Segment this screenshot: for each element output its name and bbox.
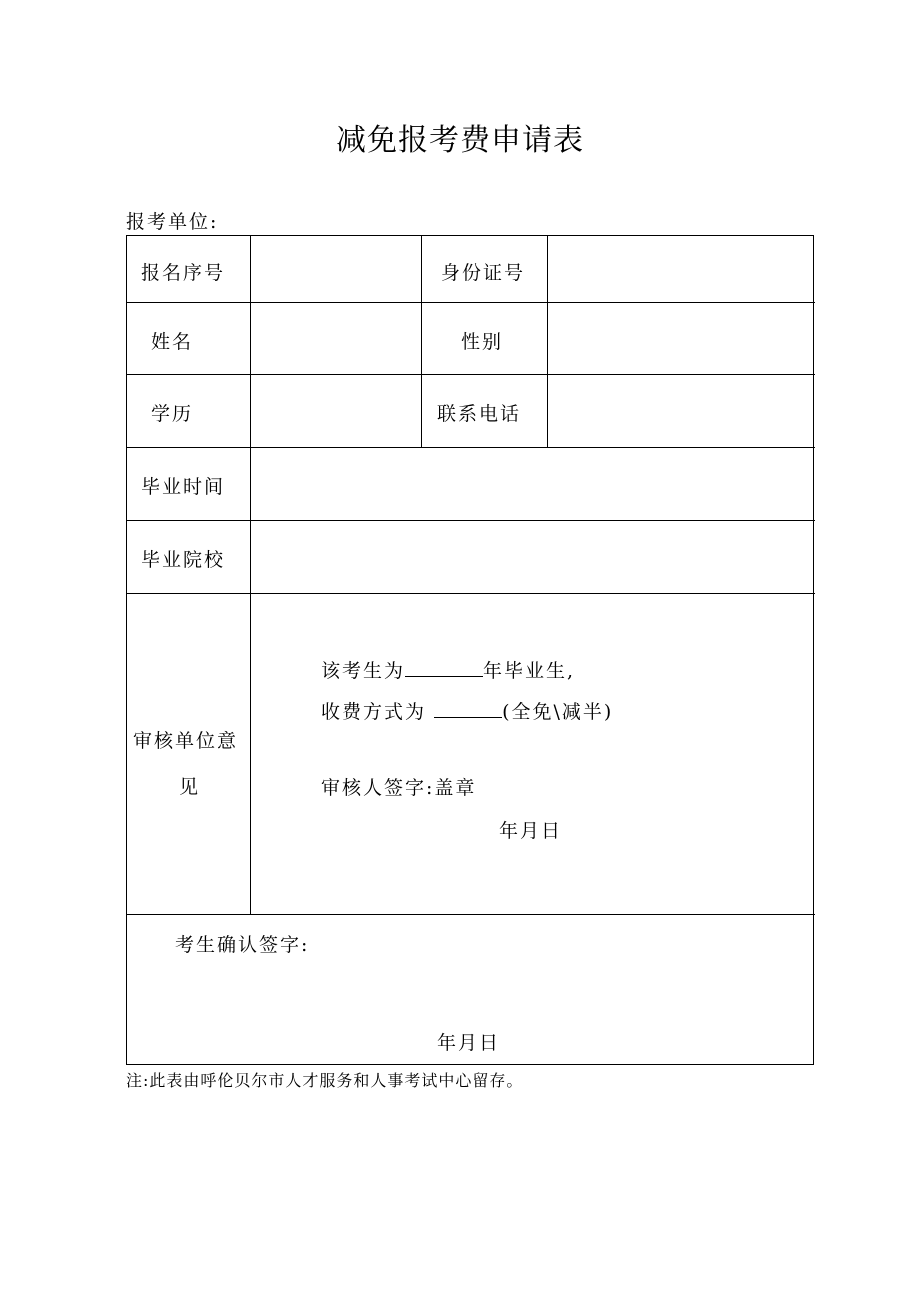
name-label: 姓名 xyxy=(151,331,194,353)
review-line1-suffix: 年毕业生, xyxy=(483,660,576,682)
review-line2 xyxy=(321,697,613,724)
confirm-date-label: 年月日 xyxy=(437,1032,501,1054)
reviewer-signature-label: 审核人签字:盖章 xyxy=(321,777,477,799)
review-line1 xyxy=(321,656,575,683)
grad-school-label: 毕业院校 xyxy=(141,549,226,571)
review-date-label: 年月日 xyxy=(499,820,563,842)
id-no-label: 身份证号 xyxy=(441,262,526,284)
column-divider xyxy=(421,236,422,447)
id-no-field[interactable] xyxy=(548,236,814,302)
fee-method-blank[interactable] xyxy=(434,697,502,718)
grad-time-label: 毕业时间 xyxy=(141,476,226,498)
education-field[interactable] xyxy=(251,375,421,447)
row-divider xyxy=(127,914,815,915)
review-line1-prefix: 该考生为 xyxy=(321,660,406,682)
gender-label: 性别 xyxy=(461,331,504,353)
graduation-year-blank[interactable] xyxy=(405,656,483,677)
education-label: 学历 xyxy=(151,403,194,425)
application-form xyxy=(126,235,814,1065)
phone-label: 联系电话 xyxy=(437,403,522,425)
gender-field[interactable] xyxy=(548,303,814,374)
review-line2-suffix: (全免\减半) xyxy=(502,701,614,723)
reg-no-label: 报名序号 xyxy=(141,262,226,284)
reg-no-field[interactable] xyxy=(251,236,421,302)
candidate-signature-label: 考生确认签字: xyxy=(175,934,310,956)
row-divider xyxy=(127,593,815,594)
footnote: 注:此表由呼伦贝尔市人才服务和人事考试中心留存。 xyxy=(126,1071,524,1090)
form-title: 减免报考费申请表 xyxy=(336,123,584,158)
unit-label: 报考单位: xyxy=(126,211,219,233)
grad-time-field[interactable] xyxy=(251,448,814,520)
name-field[interactable] xyxy=(251,303,421,374)
review-line2-prefix: 收费方式为 xyxy=(321,701,427,723)
review-label-line1: 审核单位意 xyxy=(133,730,239,752)
grad-school-field[interactable] xyxy=(251,521,814,593)
review-label-line2: 见 xyxy=(179,776,201,798)
phone-field[interactable] xyxy=(548,375,814,447)
